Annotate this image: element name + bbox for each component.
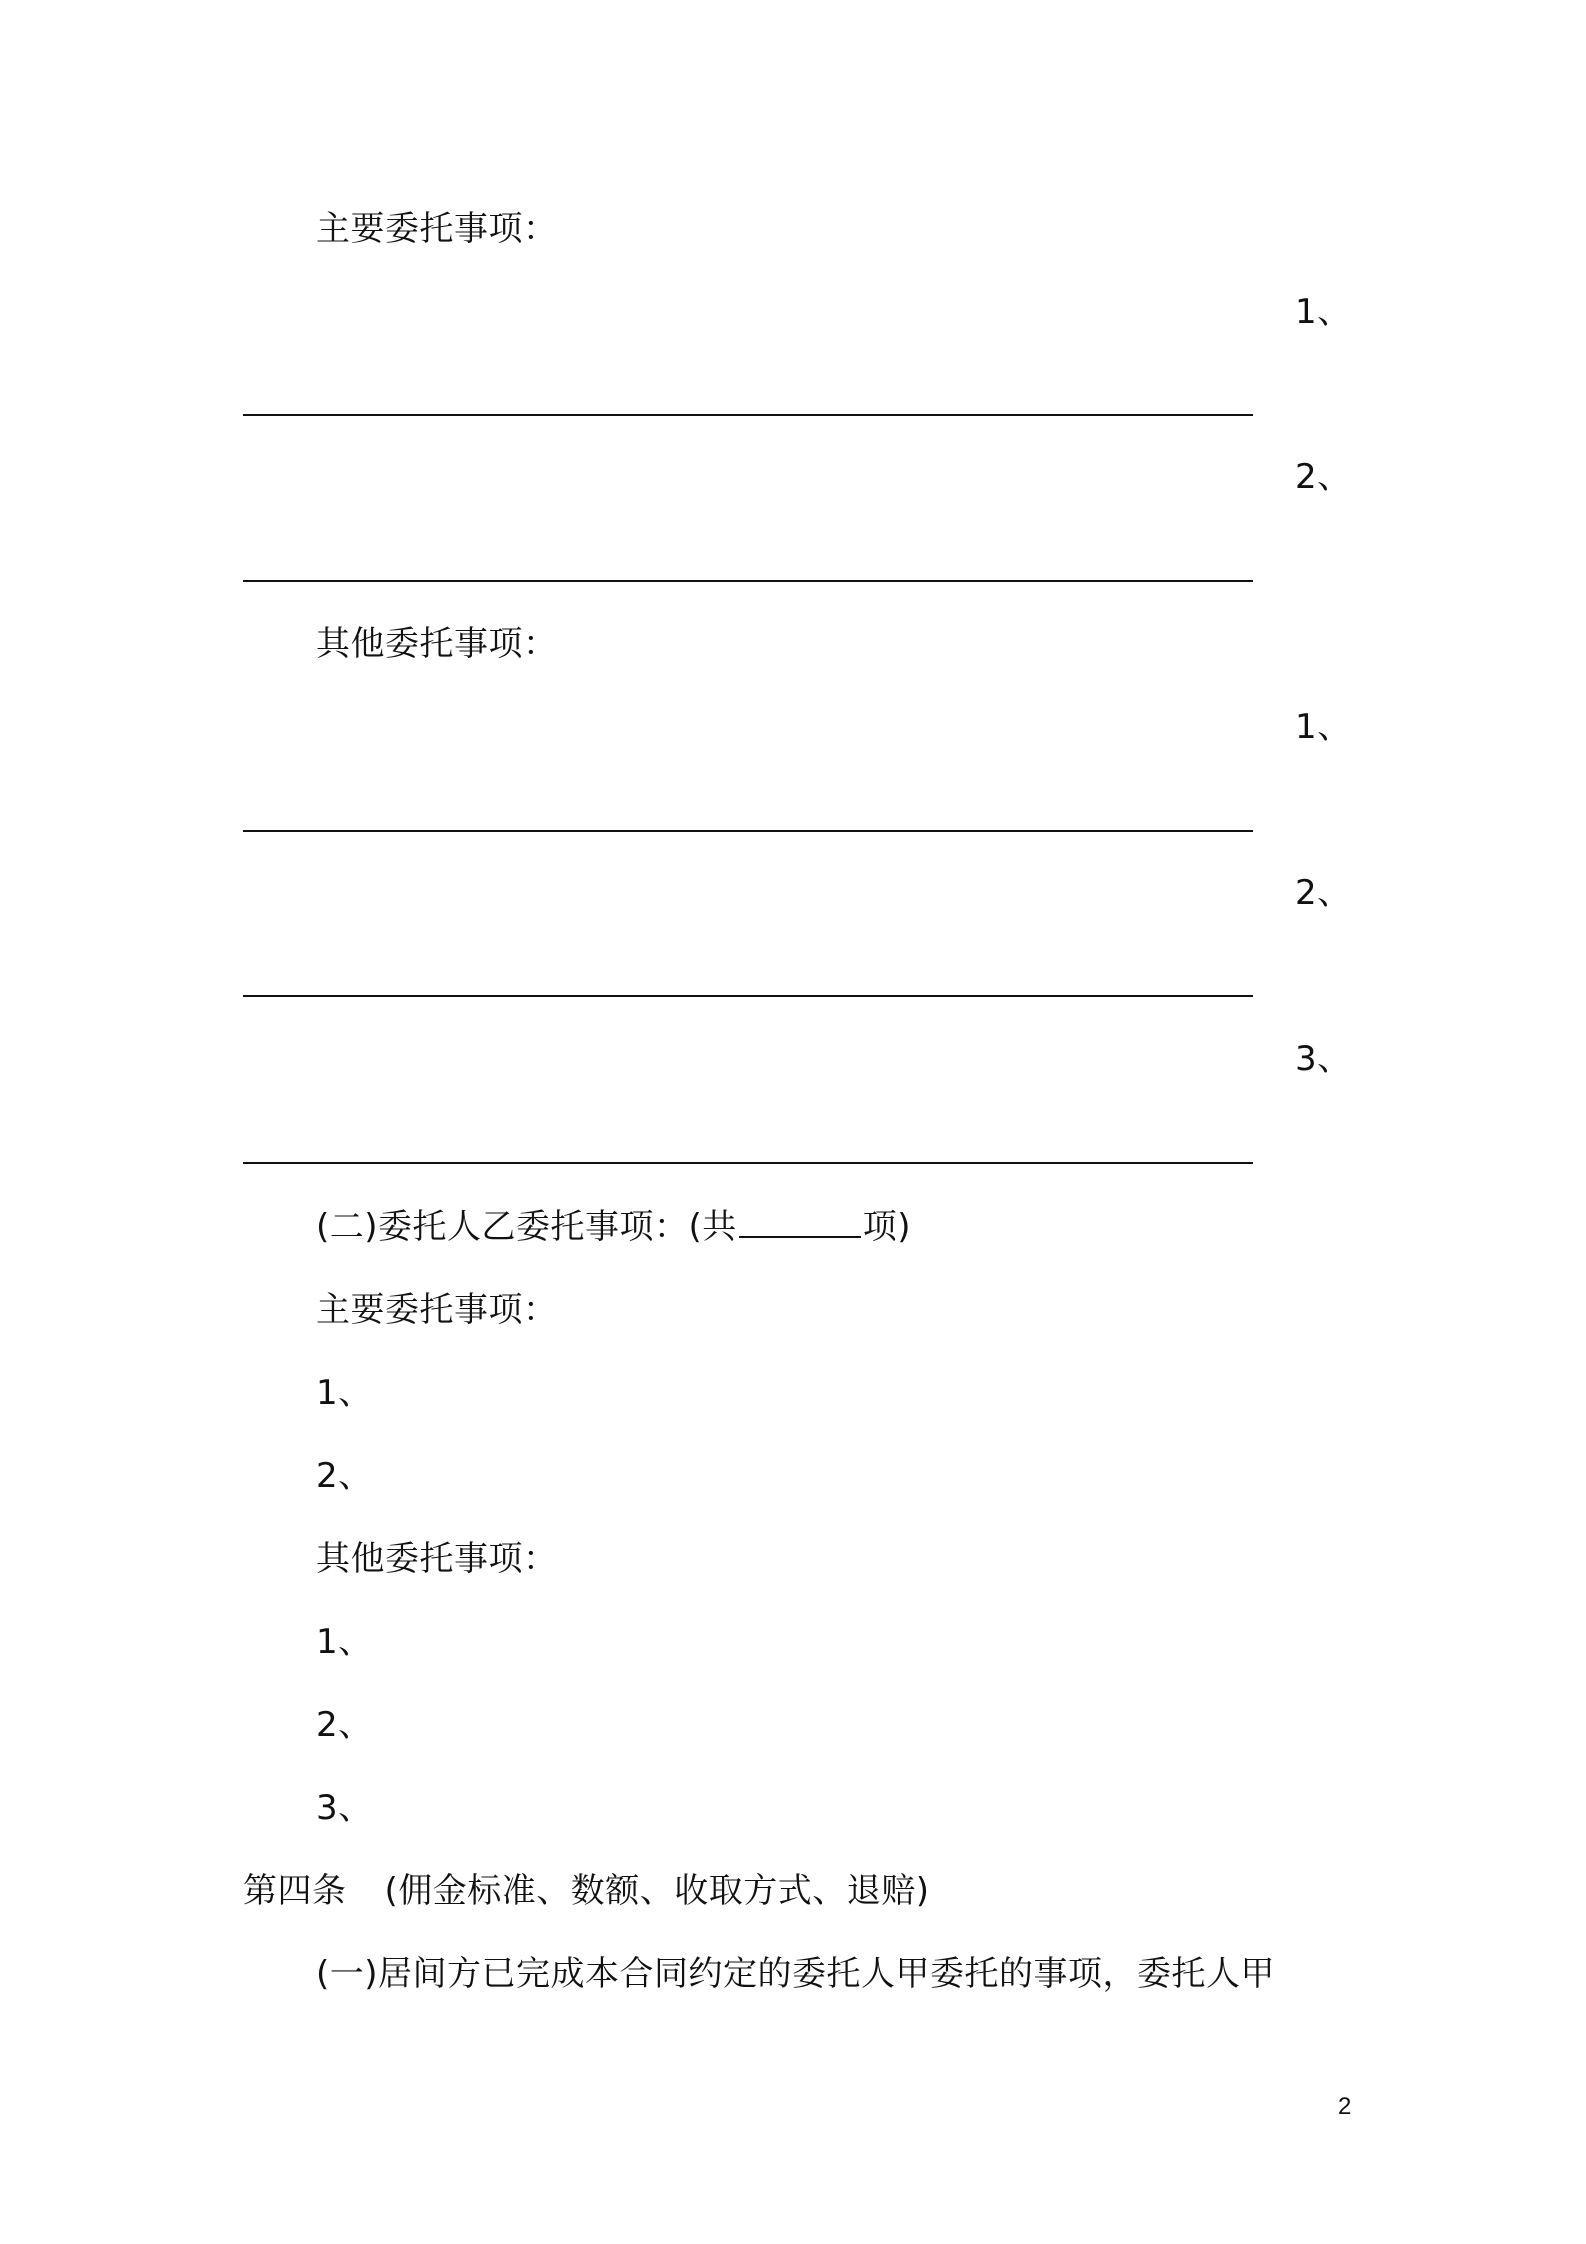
article-number: 第四条 [243, 1871, 347, 1911]
other-item-number: 2、 [316, 1705, 373, 1745]
other-item-number: 3、 [1295, 1039, 1352, 1079]
fill-in-line [243, 1162, 1253, 1164]
other-item-number: 1、 [1295, 707, 1352, 747]
article-title: (佣金标准、数额、收取方式、退赔) [384, 1871, 930, 1911]
other-entrust-heading: 其他委托事项： [316, 624, 558, 664]
item-count-blank [739, 1206, 861, 1238]
other-entrust-heading: 其他委托事项： [316, 1539, 558, 1579]
main-item-number: 2、 [1295, 457, 1352, 497]
other-item-number: 1、 [316, 1622, 373, 1662]
article-4-heading [243, 1869, 930, 1913]
page-number: 2 [1338, 2093, 1352, 2120]
fill-in-line [243, 580, 1253, 582]
fill-in-line [243, 830, 1253, 832]
article-4-paragraph: (一)居间方已完成本合同约定的委托人甲委托的事项，委托人甲 [316, 1954, 1276, 1994]
main-item-number: 1、 [1295, 292, 1352, 332]
other-item-number: 2、 [1295, 873, 1352, 913]
main-item-number: 2、 [316, 1456, 373, 1496]
section-b-title-prefix: (二)委托人乙委托事项：(共 [316, 1207, 737, 1247]
fill-in-line [243, 995, 1253, 997]
other-item-number: 3、 [316, 1788, 373, 1828]
section-b-title [316, 1205, 911, 1249]
main-entrust-heading: 主要委托事项： [316, 1290, 558, 1330]
section-b-title-suffix: 项) [862, 1207, 912, 1247]
main-entrust-heading: 主要委托事项： [316, 209, 558, 249]
main-item-number: 1、 [316, 1373, 373, 1413]
fill-in-line [243, 414, 1253, 416]
